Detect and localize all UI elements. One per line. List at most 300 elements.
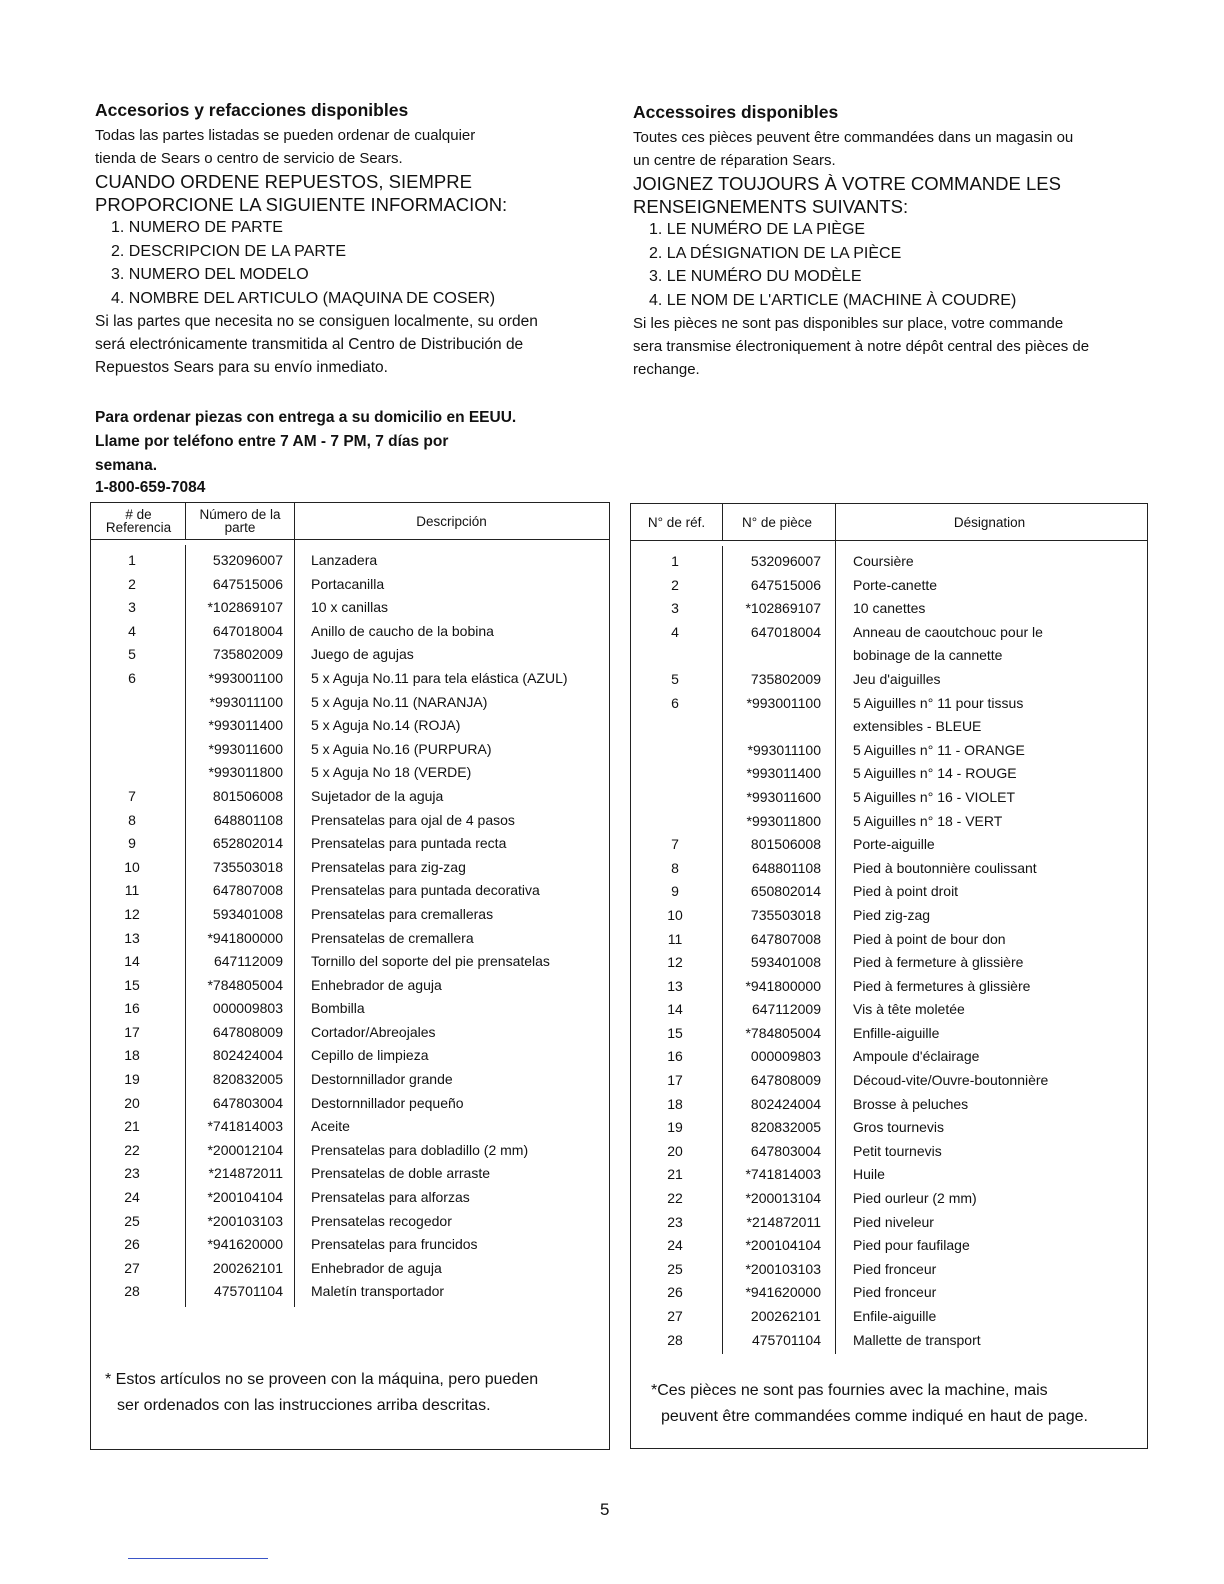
part-description: 5 Aiguilles n° 11 pour tissus — [853, 694, 1024, 711]
part-number: *200104104 — [207, 1189, 283, 1206]
part-description: Prensatelas para puntada decorativa — [311, 882, 540, 899]
french-intro — [633, 102, 1163, 381]
part-number: 475701104 — [213, 1283, 283, 1300]
table-body — [91, 549, 609, 1304]
spanish-para-line: Repuestos Sears para su envío inmediato. — [95, 359, 388, 376]
spanish-list-item: 2. DESCRIPCION DE LA PARTE — [111, 242, 347, 260]
part-number: 735503018 — [212, 858, 283, 875]
part-description: Lanzadera — [311, 552, 378, 568]
reference-number: 26 — [667, 1284, 683, 1301]
table-row — [631, 621, 1147, 645]
reference-number: 23 — [667, 1213, 683, 1230]
order-info — [95, 406, 595, 498]
table-row — [91, 1162, 609, 1186]
part-number: 647515006 — [750, 576, 821, 593]
part-number: *993011100 — [209, 693, 283, 710]
part-description: Prensatelas para dobladillo (2 mm) — [311, 1141, 529, 1158]
part-description: Découd-vite/Ouvre-boutonnière — [853, 1072, 1049, 1089]
part-description: 5 x Aguja No.11 para tela elástica (AZUL) — [311, 669, 568, 686]
table-row — [631, 1234, 1147, 1258]
part-description: Maletín transportador — [311, 1283, 445, 1300]
reference-number: 23 — [124, 1165, 140, 1182]
column-divider — [722, 504, 723, 540]
table-header — [91, 503, 609, 540]
footnote-line: peuvent être commandées comme indiqué en haut de page. — [661, 1408, 1088, 1425]
table-row — [91, 856, 609, 880]
part-number: *102869107 — [745, 600, 821, 617]
part-number: *200104104 — [745, 1237, 821, 1254]
table-row — [631, 810, 1147, 834]
table-row — [631, 833, 1147, 857]
part-number: *784805004 — [745, 1024, 821, 1041]
reference-number: 5 — [128, 646, 136, 663]
part-description: Sujetador de la aguja — [311, 787, 444, 804]
part-description: Prensatelas para puntada recta — [311, 835, 507, 852]
table-row — [91, 1021, 609, 1045]
part-description: Pied à fermetures à glissière — [853, 977, 1031, 994]
table-row — [91, 879, 609, 903]
part-description: Pied zig-zag — [853, 906, 931, 923]
part-description: Pied à point de bour don — [853, 930, 1006, 947]
spanish-intro-line: Todas las partes listadas se pueden ordenar de cualquier — [95, 127, 476, 144]
part-description: Ampoule d'éclairage — [853, 1048, 980, 1065]
part-number: 593401008 — [750, 954, 821, 971]
part-number: 801506008 — [750, 836, 821, 853]
part-number: *993011400 — [208, 717, 283, 734]
table-row — [631, 574, 1147, 598]
part-description: Portacanilla — [311, 575, 385, 592]
part-description: 5 x Aguja No.14 (ROJA) — [311, 717, 461, 734]
header-part-number: Número de la parte — [199, 507, 281, 535]
spanish-para-line: será electrónicamente transmitida al Centro de Distribución de — [95, 336, 524, 353]
footnote-line: * Estos artículos no se proveen con la máquina, pero pueden — [105, 1371, 539, 1388]
part-number: *200103103 — [207, 1212, 283, 1229]
reference-number: 2 — [128, 575, 136, 592]
french-list-item: 1. LE NUMÉRO DE LA PIÈGE — [649, 221, 866, 238]
table-row — [91, 903, 609, 927]
table-row — [631, 550, 1147, 574]
part-number: *200012104 — [207, 1141, 283, 1158]
table-row — [91, 620, 609, 644]
reference-number: 3 — [128, 599, 136, 616]
part-number: 647803004 — [212, 1094, 283, 1111]
reference-number: 18 — [124, 1047, 140, 1064]
footnote-line: ser ordenados con las instrucciones arriba descritas. — [117, 1397, 491, 1414]
part-number: 735802009 — [212, 646, 283, 663]
table-row — [631, 928, 1147, 952]
reference-number: 4 — [128, 622, 136, 639]
reference-number: 25 — [124, 1212, 140, 1229]
table-row — [631, 951, 1147, 975]
part-number: *784805004 — [207, 976, 283, 993]
header-reference: # de Referencia — [105, 507, 172, 535]
reference-number: 11 — [667, 930, 683, 947]
part-description: Cepillo de limpieza — [311, 1047, 429, 1064]
part-description: Prensatelas para fruncidos — [311, 1236, 478, 1253]
table-row — [631, 1069, 1147, 1093]
phone-number: 1-800-659-7084 — [95, 479, 206, 496]
french-intro-line: Toutes ces pièces peuvent être commandées dans un magasin ou — [633, 129, 1074, 146]
part-number: 593401008 — [212, 905, 283, 922]
part-number: *741814003 — [207, 1118, 283, 1135]
part-number: 650802014 — [750, 883, 821, 900]
footnote — [105, 1367, 538, 1419]
reference-number: 6 — [671, 694, 679, 711]
part-description: Tornillo del soporte del pie prensatelas — [311, 953, 550, 970]
part-description: Pied à boutonnière coulissant — [853, 859, 1037, 876]
part-description: Prensatelas para cremalleras — [311, 905, 494, 922]
spanish-list-item: 4. NOMBRE DEL ARTICULO (MAQUINA DE COSER) — [111, 289, 496, 307]
part-description: Aceite — [311, 1118, 350, 1135]
reference-number: 17 — [667, 1072, 683, 1089]
part-description: Prensatelas para ojal de 4 pasos — [311, 811, 515, 828]
part-number: 000009803 — [212, 1000, 283, 1017]
reference-number: 3 — [671, 600, 679, 617]
reference-number: 25 — [667, 1260, 683, 1277]
part-description: Gros tournevis — [853, 1119, 945, 1136]
part-number: 801506008 — [212, 787, 283, 804]
reference-number: 24 — [124, 1189, 140, 1206]
table-row — [631, 1093, 1147, 1117]
spanish-heading: Accesorios y refacciones disponibles — [95, 100, 409, 120]
part-number: *941620000 — [745, 1284, 821, 1301]
reference-number: 14 — [667, 1001, 683, 1018]
reference-number: 10 — [124, 858, 140, 875]
part-number: *102869107 — [207, 599, 283, 616]
part-number: 647807008 — [212, 882, 283, 899]
part-number: *993011600 — [208, 740, 283, 757]
part-number: *941800000 — [745, 977, 821, 994]
table-row — [631, 597, 1147, 621]
reference-number: 12 — [124, 905, 140, 922]
spanish-list-item: 3. NUMERO DEL MODELO — [111, 266, 309, 283]
part-number: 802424004 — [212, 1047, 283, 1064]
part-number: *993011400 — [746, 765, 821, 782]
part-description: Coursière — [853, 553, 914, 569]
french-list-item: 2. LA DÉSIGNATION DE LA PIÈCE — [649, 244, 902, 262]
table-row — [91, 691, 609, 715]
spanish-caps-line: CUANDO ORDENE REPUESTOS, SIEMPRE — [95, 171, 472, 192]
reference-number: 8 — [671, 859, 679, 876]
column-divider — [185, 503, 186, 539]
table-row — [631, 715, 1147, 739]
part-description: Mallette de transport — [853, 1331, 981, 1348]
table-row — [91, 667, 609, 691]
part-number: 820832005 — [750, 1119, 821, 1136]
reference-number: 24 — [667, 1237, 683, 1254]
header-reference: N° de réf. — [647, 514, 706, 530]
header-description: Désignation — [953, 514, 1026, 530]
french-caps-line: RENSEIGNEMENTS SUIVANTS: — [633, 196, 909, 217]
page-number: 5 — [600, 1500, 610, 1519]
part-description: 5 x Aguja No.11 (NARANJA) — [311, 693, 488, 710]
part-number: 475701104 — [751, 1331, 821, 1348]
table-row — [91, 1044, 609, 1068]
part-description: Destornnillador pequeño — [311, 1094, 464, 1111]
part-number: 647018004 — [212, 622, 283, 639]
part-number: *214872011 — [208, 1165, 283, 1182]
table-row — [91, 927, 609, 951]
part-number: 647515006 — [212, 575, 283, 592]
spanish-intro-line: tienda de Sears o centro de servicio de Sears. — [95, 150, 403, 167]
reference-number: 13 — [667, 977, 683, 994]
table-body — [631, 550, 1147, 1352]
french-para-line: Si les pièces ne sont pas disponibles sur place, votre commande — [633, 315, 1064, 332]
reference-number: 20 — [667, 1142, 683, 1159]
reference-number: 13 — [124, 929, 140, 946]
reference-number: 22 — [124, 1141, 140, 1158]
spanish-parts-table — [90, 502, 610, 1450]
table-row — [91, 1257, 609, 1281]
header-part-number: N° de pièce — [742, 514, 812, 530]
part-number: 000009803 — [750, 1048, 821, 1065]
part-number: *993011100 — [747, 741, 821, 758]
table-row — [631, 786, 1147, 810]
reference-number: 26 — [124, 1236, 140, 1253]
part-description: Enfille-aiguille — [853, 1024, 940, 1041]
part-number: 648801108 — [751, 859, 821, 876]
french-intro-line: un centre de réparation Sears. — [633, 152, 836, 169]
part-number: *214872011 — [746, 1213, 821, 1230]
table-row — [91, 1115, 609, 1139]
part-number: 532096007 — [212, 552, 283, 568]
part-number: 652802014 — [212, 835, 283, 852]
part-number: *993001100 — [208, 669, 283, 686]
part-number: *941800000 — [207, 929, 283, 946]
part-description: Prensatelas para alforzas — [311, 1189, 470, 1206]
reference-number: 2 — [671, 576, 679, 593]
part-description: 5 Aiguilles n° 11 - ORANGE — [853, 741, 1025, 758]
table-row — [631, 1163, 1147, 1187]
part-description: 10 x canillas — [311, 599, 389, 616]
reference-number: 15 — [667, 1024, 683, 1041]
reference-number: 9 — [128, 835, 136, 852]
reference-number: 8 — [128, 811, 136, 828]
part-description: Prensatelas recogedor — [311, 1212, 452, 1229]
table-row — [91, 832, 609, 856]
reference-number: 1 — [671, 553, 679, 569]
part-description: Enfile-aiguille — [853, 1308, 937, 1324]
part-number: 200262101 — [750, 1308, 821, 1324]
reference-number: 27 — [124, 1259, 140, 1276]
french-list-item: 4. LE NOM DE L'ARTICLE (MACHINE À COUDRE) — [649, 291, 1017, 309]
part-number: 200262101 — [212, 1259, 283, 1276]
part-number: 647803004 — [750, 1142, 821, 1159]
table-row — [91, 1210, 609, 1234]
reference-number: 22 — [667, 1190, 683, 1207]
part-description: extensibles - BLEUE — [853, 718, 982, 735]
table-row — [631, 998, 1147, 1022]
table-row — [91, 997, 609, 1021]
part-number: 532096007 — [750, 553, 821, 569]
table-row — [91, 549, 609, 573]
part-description: Porte-aiguille — [853, 836, 935, 853]
part-description: 10 canettes — [853, 600, 926, 617]
part-number: *200013104 — [745, 1190, 821, 1207]
table-row — [91, 573, 609, 597]
part-number: 647808009 — [750, 1072, 821, 1089]
reference-number: 6 — [128, 669, 136, 686]
part-description: Enhebrador de aguja — [311, 976, 442, 993]
part-description: Anillo de caucho de la bobina — [311, 622, 494, 639]
table-row — [631, 1022, 1147, 1046]
table-row — [631, 1045, 1147, 1069]
part-description: Pied fronceur — [853, 1260, 937, 1277]
part-description: Anneau de caoutchouc pour le — [853, 623, 1043, 640]
spanish-list-item: 1. NUMERO DE PARTE — [111, 219, 283, 236]
part-number: 647808009 — [212, 1023, 283, 1040]
part-number: 802424004 — [750, 1095, 821, 1112]
reference-number: 5 — [671, 670, 679, 687]
table-row — [91, 714, 609, 738]
table-row — [631, 1258, 1147, 1282]
reference-number: 28 — [124, 1283, 140, 1300]
french-caps-line: JOIGNEZ TOUJOURS À VOTRE COMMANDE LES — [633, 173, 1061, 194]
table-row — [91, 950, 609, 974]
reference-number: 1 — [128, 552, 136, 568]
french-para-line: rechange. — [633, 361, 700, 378]
part-number: *993011600 — [746, 788, 821, 805]
table-row — [91, 1186, 609, 1210]
table-row — [631, 904, 1147, 928]
footnote-line: *Ces pièces ne sont pas fournies avec la machine, mais — [651, 1382, 1048, 1399]
reference-number: 16 — [667, 1048, 683, 1065]
table-row — [91, 1139, 609, 1163]
reference-number: 7 — [671, 836, 679, 853]
part-description: Prensatelas para zig-zag — [311, 858, 466, 875]
table-row — [91, 1233, 609, 1257]
table-row — [631, 857, 1147, 881]
part-number: 647807008 — [750, 930, 821, 947]
table-row — [91, 643, 609, 667]
french-parts-table — [630, 503, 1148, 1449]
table-row — [631, 1281, 1147, 1305]
part-description: Pied fronceur — [853, 1284, 937, 1301]
part-description: Porte-canette — [853, 576, 938, 593]
part-description: Brosse à peluches — [853, 1095, 969, 1112]
reference-number: 28 — [667, 1331, 683, 1348]
part-description: Pied à fermeture à glissière — [853, 954, 1024, 971]
footnote — [651, 1378, 1088, 1430]
part-description: Huile — [853, 1166, 885, 1183]
order-line: semana. — [95, 457, 158, 474]
reference-number: 19 — [667, 1119, 683, 1136]
part-description: 5 x Aguja No 18 (VERDE) — [311, 764, 472, 781]
table-row — [91, 1068, 609, 1092]
reference-number: 17 — [124, 1023, 140, 1040]
reference-number: 4 — [671, 623, 679, 640]
table-row — [91, 785, 609, 809]
reference-number: 9 — [671, 883, 679, 900]
table-row — [631, 1187, 1147, 1211]
part-description: Juego de agujas — [311, 646, 414, 663]
part-description: Petit tournevis — [853, 1142, 942, 1159]
order-line: Para ordenar piezas con entrega a su domicilio en EEUU. — [95, 409, 517, 426]
part-description: Pied niveleur — [853, 1213, 934, 1230]
reference-number: 19 — [124, 1071, 140, 1088]
part-description: Enhebrador de aguja — [311, 1259, 442, 1276]
table-header — [631, 504, 1147, 541]
table-row — [631, 1305, 1147, 1329]
table-row — [631, 1140, 1147, 1164]
reference-number: 18 — [667, 1095, 683, 1112]
part-description: Cortador/Abreojales — [311, 1023, 436, 1040]
part-description: Prensatelas de cremallera — [311, 929, 474, 946]
table-row — [91, 974, 609, 998]
part-description: 5 Aiguilles n° 18 - VERT — [853, 812, 1003, 829]
part-number: 648801108 — [213, 811, 283, 828]
table-row — [631, 644, 1147, 668]
header-description: Descripción — [416, 513, 487, 529]
table-row — [631, 668, 1147, 692]
part-description: Pied pour faufilage — [853, 1237, 970, 1254]
part-description: 5 x Aguia No.16 (PURPURA) — [311, 740, 492, 757]
part-description: 5 Aiguilles n° 14 - ROUGE — [853, 765, 1017, 782]
part-number: 647112009 — [213, 953, 283, 970]
reference-number: 16 — [124, 1000, 140, 1017]
table-row — [631, 975, 1147, 999]
reference-number: 21 — [124, 1118, 140, 1135]
part-number: 735503018 — [750, 906, 821, 923]
reference-number: 11 — [124, 882, 140, 899]
part-description: 5 Aiguilles n° 16 - VIOLET — [853, 788, 1016, 805]
table-row — [91, 809, 609, 833]
part-description: Jeu d'aiguilles — [853, 670, 941, 687]
reference-number: 7 — [128, 787, 136, 804]
french-para-line: sera transmise électroniquement à notre dépôt central des pièces de — [633, 338, 1090, 355]
table-row — [631, 1329, 1147, 1353]
french-heading: Accessoires disponibles — [633, 102, 839, 122]
order-line: Llame por teléfono entre 7 AM - 7 PM, 7 días por — [95, 433, 449, 450]
table-row — [91, 738, 609, 762]
reference-number: 15 — [124, 976, 140, 993]
part-number: *941620000 — [207, 1236, 283, 1253]
part-number: *993011800 — [746, 812, 821, 829]
bottom-rule — [128, 1558, 268, 1559]
spanish-para-line: Si las partes que necesita no se consiguen localmente, su orden — [95, 313, 538, 330]
part-description: Bombilla — [311, 1000, 365, 1017]
table-row — [631, 1116, 1147, 1140]
french-list-item: 3. LE NUMÉRO DU MODÈLE — [649, 268, 862, 285]
part-description: Vis à tête moletée — [853, 1001, 965, 1018]
part-description: Pied à point droit — [853, 883, 959, 900]
reference-number: 21 — [667, 1166, 683, 1183]
spanish-caps-line: PROPORCIONE LA SIGUIENTE INFORMACION: — [95, 194, 508, 215]
table-row — [631, 739, 1147, 763]
part-number: 735802009 — [750, 670, 821, 687]
part-number: 820832005 — [212, 1071, 283, 1088]
table-row — [91, 1280, 609, 1304]
part-number: 647018004 — [750, 623, 821, 640]
part-description: Destornnillador grande — [311, 1071, 453, 1088]
table-row — [631, 692, 1147, 716]
part-number: *741814003 — [745, 1166, 821, 1183]
table-row — [631, 880, 1147, 904]
table-row — [631, 762, 1147, 786]
part-description: bobinage de la cannette — [853, 647, 1003, 664]
part-number: *993011800 — [208, 764, 283, 781]
reference-number: 27 — [667, 1308, 683, 1324]
part-number: 647112009 — [751, 1001, 821, 1018]
part-description: Prensatelas de doble arraste — [311, 1165, 490, 1182]
reference-number: 12 — [667, 954, 683, 971]
reference-number: 10 — [667, 906, 683, 923]
table-row — [631, 1211, 1147, 1235]
part-number: *200103103 — [745, 1260, 821, 1277]
part-number: *993001100 — [746, 694, 821, 711]
reference-number: 20 — [124, 1094, 140, 1111]
table-row — [91, 596, 609, 620]
